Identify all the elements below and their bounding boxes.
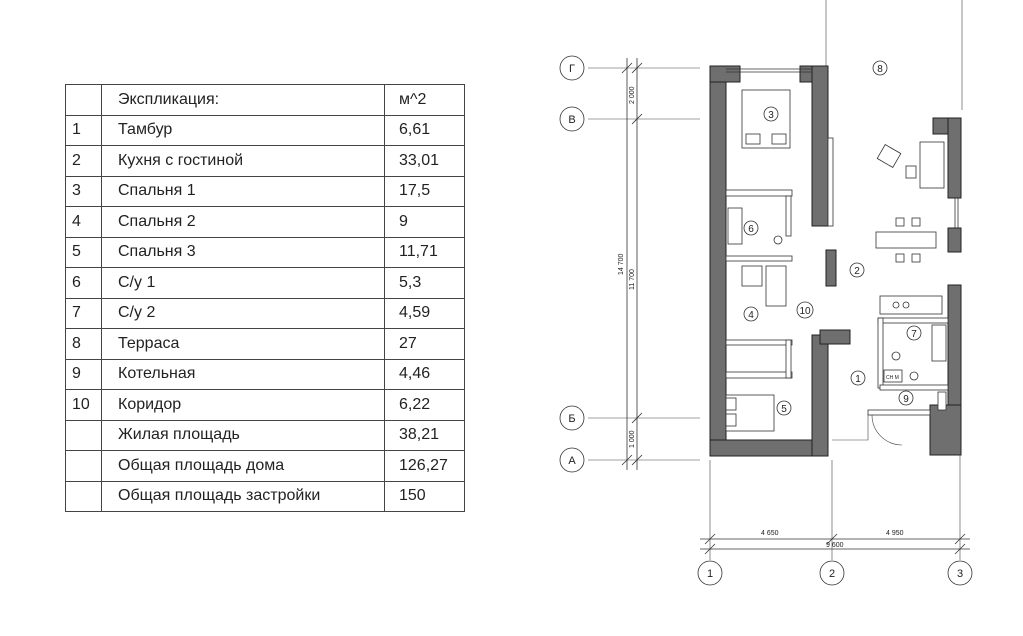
shower-1 [728,208,742,244]
room-number-cell: 10 [66,390,102,421]
room-number-4: 4 [748,310,754,321]
axis-label-3: 3 [956,568,964,580]
shower-2 [932,325,946,361]
room-number-1: 1 [855,374,861,385]
room-name-cell: Коридор [102,390,385,421]
room-area-cell: 6,61 [385,115,465,146]
horizontal-dimensions [700,530,970,554]
dim-right-span: 4 950 [886,530,904,537]
room-number-5: 5 [781,404,787,415]
room-name-cell: Терраса [102,329,385,360]
room-name-cell: С/у 2 [102,298,385,329]
axis-label-g: Г [569,63,575,75]
room-area-cell: 5,3 [385,268,465,299]
room-area-cell: 11,71 [385,237,465,268]
room-name-cell: Тамбур [102,115,385,146]
room-number-9: 9 [903,394,909,405]
room-number-cell: 6 [66,268,102,299]
room-number-cell: 8 [66,329,102,360]
room-area-cell: 33,01 [385,146,465,177]
kitchen-counter [880,296,942,314]
sofa [920,142,944,188]
total-area-cell: 38,21 [385,420,465,451]
total-area-cell: 150 [385,481,465,512]
room-number-cell: 7 [66,298,102,329]
room-number-2: 2 [854,266,860,277]
axis-label-b: Б [568,413,576,425]
room-name-cell: Спальня 1 [102,176,385,207]
room-area-cell: 4,59 [385,298,465,329]
room-number-3: 3 [768,110,774,121]
total-name-cell: Общая площадь дома [102,451,385,482]
room-number-8: 8 [877,64,883,75]
room-name-cell: Спальня 3 [102,237,385,268]
sink-2 [910,372,918,380]
vertical-dimensions [618,58,642,470]
dim-total-width: 9 600 [826,542,844,549]
dim-left-span: 4 650 [761,530,779,537]
room-name-cell: Спальня 2 [102,207,385,238]
axis-label-a: А [568,455,576,467]
room-area-cell: 17,5 [385,176,465,207]
axis-label-1: 1 [706,568,714,580]
room-number-cell: 2 [66,146,102,177]
header-title-cell: Экспликация: [102,85,385,116]
wardrobe [766,266,786,306]
dining-table [876,232,936,248]
room-number-cell: 4 [66,207,102,238]
total-area-cell: 126,27 [385,451,465,482]
room-number-cell: 5 [66,237,102,268]
room-area-cell: 6,22 [385,390,465,421]
room-number-cell: 1 [66,115,102,146]
room-area-cell: 9 [385,207,465,238]
total-name-cell: Жилая площадь [102,420,385,451]
axis-label-v: В [568,114,576,126]
room-name-cell: Кухня с гостиной [102,146,385,177]
room-area-cell: 27 [385,329,465,360]
dim-total-vertical: 14 700 [618,253,625,275]
dim-inner-vertical: 11 700 [629,269,636,290]
room-number-7: 7 [911,329,917,340]
room-name-cell: Котельная [102,359,385,390]
room-area-cell: 4,46 [385,359,465,390]
room-number-cell: 9 [66,359,102,390]
boiler-label: СН М [886,375,899,381]
toilet-1 [774,236,782,244]
room-number-10: 10 [799,306,811,317]
armchair [877,145,901,168]
axis-label-2: 2 [828,568,836,580]
total-name-cell: Общая площадь застройки [102,481,385,512]
dim-top-gap: 2 000 [629,86,636,104]
room-number-6: 6 [748,224,754,235]
desk [742,266,762,286]
header-unit-cell: м^2 [385,85,465,116]
room-name-cell: С/у 1 [102,268,385,299]
room-number-cell: 3 [66,176,102,207]
dim-bottom-gap: 1 000 [629,430,636,448]
cabinet [938,392,946,410]
toilet-2 [892,352,900,360]
